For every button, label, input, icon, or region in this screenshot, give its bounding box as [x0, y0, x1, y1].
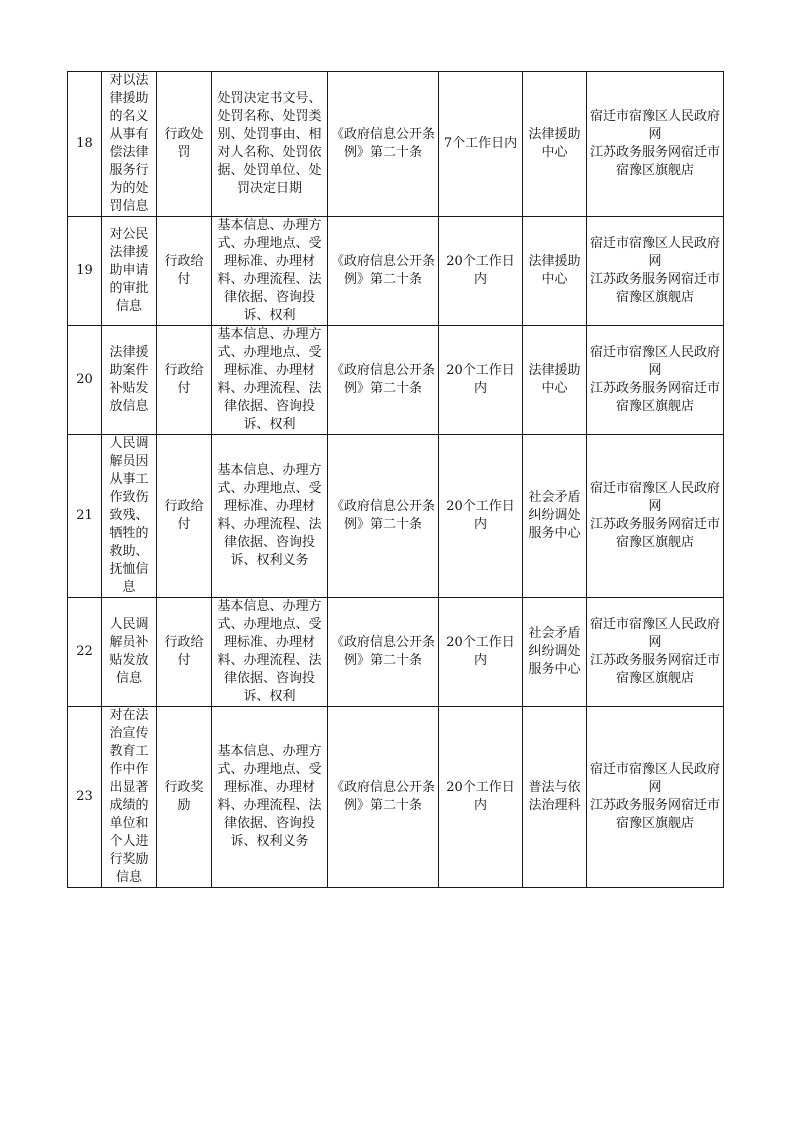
- disclosure-subject: 社会矛盾纠纷调处服务中心: [523, 598, 587, 707]
- disclosure-channel: [587, 72, 724, 217]
- item-name: 人民调解员补贴发放信息: [102, 598, 157, 707]
- channel-line-1: 宿迁市宿豫区人民政府网: [590, 617, 721, 650]
- disclosure-subject: 法律援助中心: [523, 217, 587, 326]
- row-number: 20: [68, 326, 102, 435]
- channel-line-2: 江苏政务服务网宿迁市宿豫区旗舰店: [590, 798, 721, 831]
- disclosure-content: 基本信息、办理方式、办理地点、受理标准、办理材料、办理流程、法律依据、咨询投诉、权利: [212, 598, 328, 707]
- item-category: 行政给付: [157, 598, 212, 707]
- disclosure-channel: [587, 435, 724, 598]
- channel-line-2: 江苏政务服务网宿迁市宿豫区旗舰店: [590, 272, 721, 305]
- channel-line-1: 宿迁市宿豫区人民政府网: [590, 109, 721, 142]
- disclosure-channel: [587, 707, 724, 888]
- channel-line-2: 江苏政务服务网宿迁市宿豫区旗舰店: [590, 517, 721, 550]
- channel-line-1: 宿迁市宿豫区人民政府网: [590, 481, 721, 514]
- table-row: [68, 435, 724, 598]
- item-name: 人民调解员因从事工作致伤致残、牺牲的救助、抚恤信息: [102, 435, 157, 598]
- disclosure-deadline: 20个工作日内: [439, 217, 523, 326]
- disclosure-subject: 普法与依法治理科: [523, 707, 587, 888]
- row-number: 18: [68, 72, 102, 217]
- disclosure-basis: 《政府信息公开条例》第二十条: [328, 598, 439, 707]
- channel-line-2: 江苏政务服务网宿迁市宿豫区旗舰店: [590, 145, 721, 178]
- table-row: [68, 707, 724, 888]
- disclosure-content: 处罚决定书文号、处罚名称、处罚类别、处罚事由、相对人名称、处罚依据、处罚单位、处罚决定日期: [212, 72, 328, 217]
- table-row: [68, 217, 724, 326]
- disclosure-basis: 《政府信息公开条例》第二十条: [328, 72, 439, 217]
- disclosure-content: 基本信息、办理方式、办理地点、受理标准、办理材料、办理流程、法律依据、咨询投诉、权利: [212, 326, 328, 435]
- item-category: 行政给付: [157, 435, 212, 598]
- table-row: [68, 72, 724, 217]
- channel-line-1: 宿迁市宿豫区人民政府网: [590, 236, 721, 269]
- disclosure-deadline: 20个工作日内: [439, 598, 523, 707]
- item-name: 法律援助案件补贴发放信息: [102, 326, 157, 435]
- disclosure-basis: 《政府信息公开条例》第二十条: [328, 217, 439, 326]
- channel-line-2: 江苏政务服务网宿迁市宿豫区旗舰店: [590, 653, 721, 686]
- table-row: [68, 326, 724, 435]
- disclosure-table: [67, 71, 724, 888]
- item-category: 行政奖励: [157, 707, 212, 888]
- disclosure-channel: [587, 217, 724, 326]
- disclosure-content: 基本信息、办理方式、办理地点、受理标准、办理材料、办理流程、法律依据、咨询投诉、权利义务: [212, 707, 328, 888]
- item-category: 行政给付: [157, 326, 212, 435]
- disclosure-basis: 《政府信息公开条例》第二十条: [328, 707, 439, 888]
- disclosure-subject: 法律援助中心: [523, 72, 587, 217]
- disclosure-deadline: 7个工作日内: [439, 72, 523, 217]
- item-name: 对公民法律援助申请的审批信息: [102, 217, 157, 326]
- item-category: 行政处罚: [157, 72, 212, 217]
- disclosure-content: 基本信息、办理方式、办理地点、受理标准、办理材料、办理流程、法律依据、咨询投诉、权利: [212, 217, 328, 326]
- row-number: 22: [68, 598, 102, 707]
- item-name: 对以法律援助的名义从事有偿法律服务行为的处罚信息: [102, 72, 157, 217]
- disclosure-basis: 《政府信息公开条例》第二十条: [328, 326, 439, 435]
- table-row: [68, 598, 724, 707]
- row-number: 23: [68, 707, 102, 888]
- disclosure-deadline: 20个工作日内: [439, 707, 523, 888]
- disclosure-subject: 社会矛盾纠纷调处服务中心: [523, 435, 587, 598]
- row-number: 21: [68, 435, 102, 598]
- disclosure-subject: 法律援助中心: [523, 326, 587, 435]
- disclosure-basis: 《政府信息公开条例》第二十条: [328, 435, 439, 598]
- disclosure-channel: [587, 598, 724, 707]
- channel-line-1: 宿迁市宿豫区人民政府网: [590, 762, 721, 795]
- row-number: 19: [68, 217, 102, 326]
- disclosure-deadline: 20个工作日内: [439, 326, 523, 435]
- item-category: 行政给付: [157, 217, 212, 326]
- channel-line-1: 宿迁市宿豫区人民政府网: [590, 345, 721, 378]
- item-name: 对在法治宣传教育工作中作出显著成绩的单位和个人进行奖励信息: [102, 707, 157, 888]
- disclosure-content: 基本信息、办理方式、办理地点、受理标准、办理材料、办理流程、法律依据、咨询投诉、权利义务: [212, 435, 328, 598]
- disclosure-channel: [587, 326, 724, 435]
- channel-line-2: 江苏政务服务网宿迁市宿豫区旗舰店: [590, 381, 721, 414]
- disclosure-deadline: 20个工作日内: [439, 435, 523, 598]
